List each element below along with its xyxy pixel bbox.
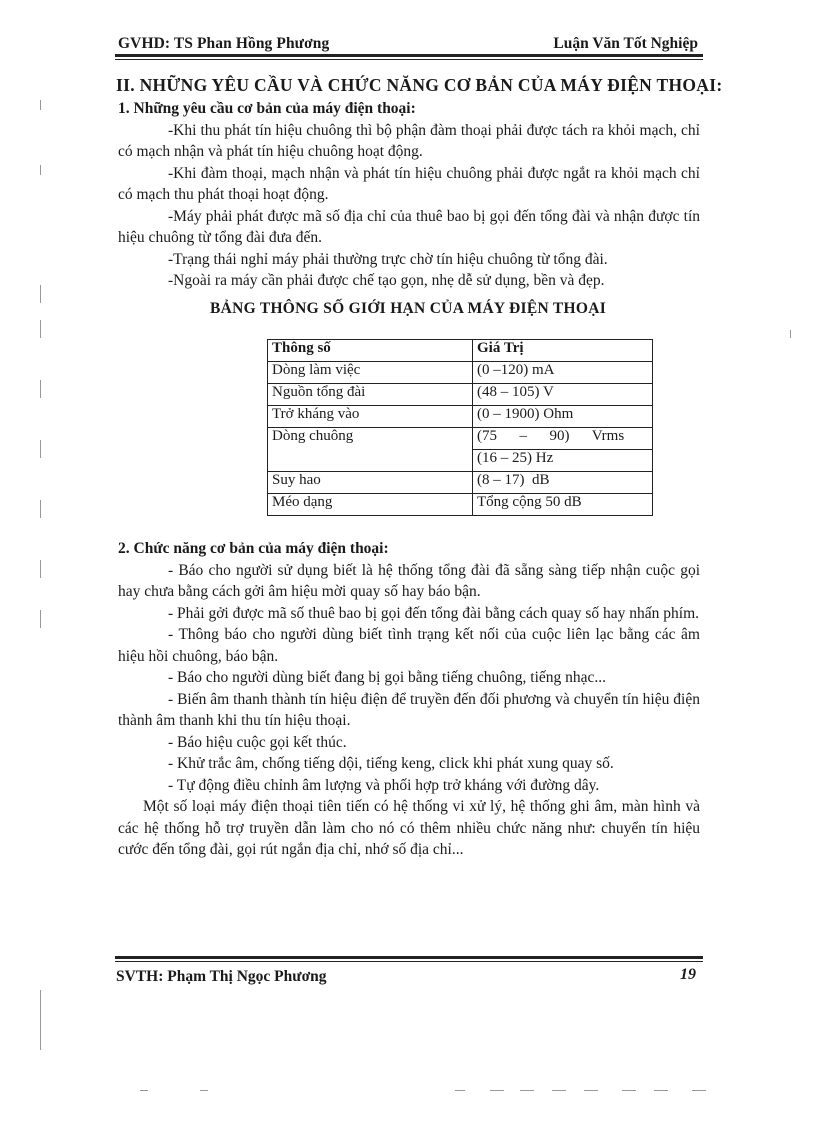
- page-number: 19: [680, 966, 696, 983]
- table-header-value: Giá Trị: [473, 340, 653, 362]
- scan-mark: [140, 1090, 148, 1091]
- scan-mark: [552, 1090, 566, 1091]
- value-line: (75 – 90) Vrms: [473, 428, 652, 450]
- paragraph: Một số loại máy điện thoại tiên tiến có hệ thống vi xử lý, hệ thống ghi âm, màn hình và các hệ thống hỗ trợ truyền dẫn làm cho nó có thêm nhiều chức năng như: chuyển tín hiệu cước đến tổng đài, gọi rút ngắn địa chỉ, nhớ số địa chỉ...: [118, 798, 700, 858]
- scan-mark: [40, 380, 41, 398]
- value-cell: Tổng cộng 50 dB: [473, 494, 653, 516]
- table-header-row: [268, 340, 653, 362]
- table-row: [268, 362, 653, 384]
- subsection-2-heading: 2. Chức năng cơ bản của máy điện thoại:: [118, 540, 389, 557]
- scan-mark: [40, 610, 41, 628]
- param-cell: Trở kháng vào: [268, 406, 473, 428]
- subsection-2: [118, 538, 700, 861]
- scan-mark: [40, 500, 41, 518]
- scan-mark: [692, 1090, 706, 1091]
- scan-mark: [790, 330, 791, 338]
- paragraph: -Ngoài ra máy cần phải được chế tạo gọn, nhẹ dễ sử dụng, bền và đẹp.: [168, 272, 605, 289]
- footer-rule: [115, 956, 703, 959]
- scan-mark: [200, 1090, 208, 1091]
- header-rule: [115, 54, 703, 57]
- footer-rule-thin: [115, 961, 703, 962]
- subsection-1: [118, 98, 700, 292]
- section-title: II. NHỮNG YÊU CẦU VÀ CHỨC NĂNG CƠ BẢN CỦA MÁY ĐIỆN THOẠI:: [116, 75, 723, 95]
- value-cell: (48 – 105) V: [473, 384, 653, 406]
- value-cell: [473, 428, 653, 472]
- scan-mark: [584, 1090, 598, 1091]
- paragraph: - Báo cho người dùng biết đang bị gọi bằng tiếng chuông, tiếng nhạc...: [168, 669, 607, 686]
- param-cell: Dòng chuông: [268, 428, 473, 472]
- footer-student: SVTH: Phạm Thị Ngọc Phương: [116, 968, 327, 985]
- paragraph: - Báo hiệu cuộc gọi kết thúc.: [168, 733, 347, 751]
- table-row: [268, 384, 653, 406]
- table-header-param: Thông số: [268, 340, 473, 362]
- scan-mark: [490, 1090, 504, 1091]
- param-cell: Méo dạng: [268, 494, 473, 516]
- header-supervisor: GVHD: TS Phan Hồng Phương: [118, 35, 330, 52]
- scan-mark: [654, 1090, 668, 1091]
- param-cell: Dòng làm việc: [268, 362, 473, 384]
- table-title: BẢNG THÔNG SỐ GIỚI HẠN CỦA MÁY ĐIỆN THOẠI: [209, 300, 607, 317]
- value-cell: (0 – 1900) Ohm: [473, 406, 653, 428]
- table-row: [268, 472, 653, 494]
- paragraph: - Biến âm thanh thành tín hiệu điện để truyền đến đối phương và chuyển tín hiệu điện thành âm thanh khi thu tín hiệu thoại.: [118, 690, 700, 729]
- header-rule-thin: [115, 59, 703, 60]
- paragraph: -Máy phải phát được mã số địa chỉ của thuê bao bị gọi đến tổng đài và nhận được tín hiệu chuông từ tổng đài đưa đến.: [118, 207, 700, 246]
- scan-mark: [520, 1090, 534, 1091]
- paragraph: -Khi thu phát tín hiệu chuông thì bộ phận đàm thoại phải được tách ra khỏi mạch, chỉ có mạch nhận và phát tín hiệu chuông hoạt động.: [118, 121, 700, 160]
- scan-mark: [40, 165, 41, 175]
- paragraph: - Báo cho người sử dụng biết là hệ thống tổng đài đã sẵng sàng tiếp nhận cuộc gọi hay chưa bằng cách gởi âm hiệu mời quay số hay báo bận.: [118, 561, 700, 600]
- paragraph: - Tự động điều chỉnh âm lượng và phối hợp trở kháng với đường dây.: [168, 776, 600, 794]
- table-row: [268, 428, 653, 472]
- value-cell: (8 – 17) dB: [473, 472, 653, 494]
- scan-mark: [455, 1090, 465, 1091]
- param-cell: Suy hao: [268, 472, 473, 494]
- header-thesis-title: Luận Văn Tốt Nghiệp: [553, 35, 698, 52]
- scan-mark: [622, 1090, 636, 1091]
- paragraph: - Thông báo cho người dùng biết tình trạng kết nối của cuộc liên lạc bằng các âm hiệu hồi chuông, báo bận.: [118, 626, 700, 665]
- table-row: [268, 406, 653, 428]
- subsection-1-heading: 1. Những yêu cầu cơ bản của máy điện thoại:: [118, 100, 416, 117]
- scan-mark: [40, 560, 41, 578]
- paragraph: - Phải gởi được mã số thuê bao bị gọi đến tổng đài bằng cách quay số hay nhấn phím.: [168, 604, 700, 622]
- param-cell: Nguồn tổng đài: [268, 384, 473, 406]
- table-row: [268, 494, 653, 516]
- scan-mark: [40, 990, 41, 1050]
- scan-mark: [40, 320, 41, 338]
- scan-mark: [40, 440, 41, 458]
- paragraph: -Khi đàm thoại, mạch nhận và phát tín hiệu chuông phải được ngắt ra khỏi mạch chỉ có mạch thu phát thoại hoạt động.: [118, 164, 700, 203]
- value-cell: (0 –120) mA: [473, 362, 653, 384]
- paragraph: - Khử trắc âm, chống tiếng dội, tiếng keng, click khi phát xung quay số.: [168, 755, 614, 772]
- paragraph: -Trạng thái nghỉ máy phải thường trực chờ tín hiệu chuông từ tổng đài.: [168, 250, 608, 268]
- scan-mark: [40, 100, 41, 110]
- value-line: (16 – 25) Hz: [477, 450, 554, 466]
- spec-table: [267, 339, 653, 516]
